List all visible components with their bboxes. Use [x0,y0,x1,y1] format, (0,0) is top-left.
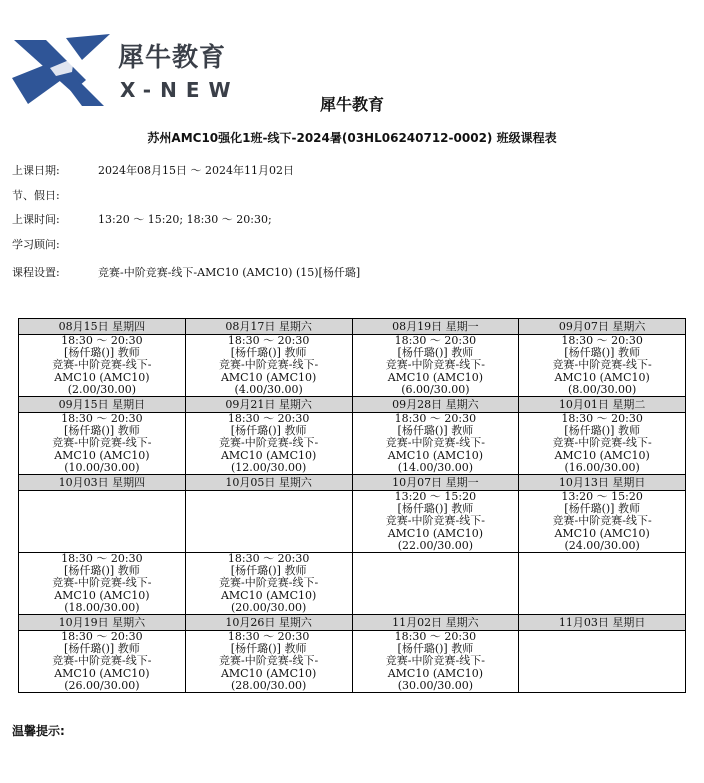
cell-time: 18:30 ～ 20:30 [227,334,310,347]
cell-teacher: [杨仟璐()] 教师 [230,564,307,578]
date-header: 08月19日 星期一 [352,319,519,335]
cell-time: 18:30 ～ 20:30 [61,412,143,426]
schedule-cell [519,491,686,553]
date-header: 10月19日 星期六 [19,615,186,631]
cell-course2: AMC10 (AMC10) [220,588,317,602]
cell-course1: 竞赛-中阶竞赛-线下- [552,358,652,372]
document-title: 苏州AMC10强化1班-线下-2024暑(03HL06240712-0002) 班级课程表 [147,131,557,145]
date-header: 10月01日 星期二 [519,397,686,413]
cell-teacher: [杨仟璐()] 教师 [64,424,140,438]
date-header: 10月13日 星期日 [519,475,686,491]
cell-teacher: [杨仟璐()] 教师 [397,502,474,516]
info-row-date [12,162,294,178]
info-label: 上课时间: [12,213,60,226]
cell-time: 18:30 ～ 20:30 [394,630,477,644]
info-row-time [12,211,272,227]
info-label: 学习顾问: [12,238,60,251]
date-header: 10月05日 星期六 [185,475,352,491]
schedule-cell [19,631,186,693]
cell-time: 18:30 ～ 20:30 [561,334,643,347]
cell-teacher: [杨仟璐()] 教师 [397,642,474,656]
cell-progress: (8.00/30.00) [567,382,637,396]
cell-progress: (16.00/30.00) [564,460,640,474]
cell-course1: 竞赛-中阶竞赛-线下- [52,436,152,450]
cell-course1: 竞赛-中阶竞赛-线下- [385,436,485,450]
cell-course2: AMC10 (AMC10) [54,448,150,462]
cell-teacher: [杨仟璐()] 教师 [564,502,640,516]
schedule-cell [519,631,686,693]
schedule-table [18,318,686,693]
cell-teacher: [杨仟璐()] 教师 [397,346,474,360]
cell-progress: (26.00/30.00) [64,678,140,692]
info-row-advisor [12,236,98,252]
cell-course1: 竞赛-中阶竞赛-线下- [219,576,319,590]
cell-teacher: [杨仟璐()] 教师 [230,642,307,656]
schedule-cell [352,631,519,693]
cell-teacher: [杨仟璐()] 教师 [64,564,140,578]
info-row-holidays [12,187,98,203]
schedule-cell [185,413,352,475]
info-row-course [12,264,360,280]
cell-course1: 竞赛-中阶竞赛-线下- [219,654,319,668]
cell-teacher: [杨仟璐()] 教师 [64,642,140,656]
cell-time: 13:20 ～ 15:20 [561,490,643,504]
date-header: 10月26日 星期六 [185,615,352,631]
cell-progress: (2.00/30.00) [67,382,137,396]
cell-course2: AMC10 (AMC10) [387,666,484,680]
date-header: 11月03日 星期日 [519,615,686,631]
cell-time: 18:30 ～ 20:30 [561,412,643,426]
cell-time: 18:30 ～ 20:30 [227,552,310,566]
date-header: 10月07日 星期一 [352,475,519,491]
info-value: 竞赛-中阶竞赛-线下-AMC10 (AMC10) (15)[杨仟璐] [98,266,361,279]
cell-course1: 竞赛-中阶竞赛-线下- [219,358,319,372]
cell-course2: AMC10 (AMC10) [554,370,650,384]
cell-course1: 竞赛-中阶竞赛-线下- [219,436,319,450]
schedule-cell [19,335,186,397]
date-header-row [19,397,686,413]
cell-course2: AMC10 (AMC10) [387,526,484,540]
date-header: 09月28日 星期六 [352,397,519,413]
cell-course1: 竞赛-中阶竞赛-线下- [552,514,652,528]
cell-time: 18:30 ～ 20:30 [61,334,143,347]
cell-course2: AMC10 (AMC10) [220,448,317,462]
cell-course1: 竞赛-中阶竞赛-线下- [52,576,152,590]
cell-course2: AMC10 (AMC10) [220,370,317,384]
schedule-cell [352,413,519,475]
date-header-row [19,615,686,631]
info-value: 2024年08月15日 ～ 2024年11月02日 [98,164,294,177]
cell-course1: 竞赛-中阶竞赛-线下- [52,358,152,372]
cell-course2: AMC10 (AMC10) [554,448,650,462]
cell-course1: 竞赛-中阶竞赛-线下- [552,436,652,450]
cell-time: 18:30 ～ 20:30 [61,552,143,566]
schedule-cell [19,553,186,615]
cell-course2: AMC10 (AMC10) [387,370,484,384]
schedule-cell [19,491,186,553]
cell-time: 13:20 ～ 15:20 [394,490,477,504]
schedule-cell [352,553,519,615]
organization-title: 犀牛教育 [319,95,384,114]
schedule-cell [519,335,686,397]
cell-progress: (28.00/30.00) [230,678,307,692]
schedule-cell [185,335,352,397]
cell-course1: 竞赛-中阶竞赛-线下- [52,654,152,668]
info-label: 上课日期: [12,164,60,177]
cell-progress: (30.00/30.00) [397,678,474,692]
schedule-cell [519,553,686,615]
cell-course2: AMC10 (AMC10) [387,448,484,462]
schedule-cell [185,631,352,693]
date-header: 09月15日 星期日 [19,397,186,413]
date-header: 08月15日 星期四 [19,319,186,335]
schedule-cell [185,491,352,553]
date-header: 11月02日 星期六 [352,615,519,631]
date-header: 08月17日 星期六 [185,319,352,335]
cell-teacher: [杨仟璐()] 教师 [397,424,474,438]
date-header-row [19,475,686,491]
cell-course2: AMC10 (AMC10) [220,666,317,680]
cell-progress: (20.00/30.00) [230,600,307,614]
cell-teacher: [杨仟璐()] 教师 [64,346,140,360]
cell-teacher: [杨仟璐()] 教师 [564,346,640,360]
cell-progress: (14.00/30.00) [397,460,474,474]
logo-chinese-name: 犀牛教育 [118,43,227,73]
cell-time: 18:30 ～ 20:30 [394,334,477,347]
session-row [19,413,686,475]
cell-progress: (4.00/30.00) [234,382,303,396]
session-row [19,335,686,397]
cell-teacher: [杨仟璐()] 教师 [564,424,640,438]
cell-time: 18:30 ～ 20:30 [394,412,477,426]
schedule-cell [352,335,519,397]
cell-course2: AMC10 (AMC10) [54,666,150,680]
cell-teacher: [杨仟璐()] 教师 [230,346,307,360]
cell-teacher: [杨仟璐()] 教师 [230,424,307,438]
cell-progress: (22.00/30.00) [397,538,474,552]
date-header: 09月21日 星期六 [185,397,352,413]
info-label: 节、假日: [12,189,60,202]
cell-progress: (10.00/30.00) [64,460,140,474]
cell-progress: (6.00/30.00) [401,382,470,396]
cell-course1: 竞赛-中阶竞赛-线下- [385,514,485,528]
cell-time: 18:30 ～ 20:30 [227,630,310,644]
session-row [19,491,686,553]
cell-course1: 竞赛-中阶竞赛-线下- [385,654,485,668]
info-value: 13:20 ～ 15:20; 18:30 ～ 20:30; [98,213,272,226]
schedule-cell [19,413,186,475]
cell-course2: AMC10 (AMC10) [54,370,150,384]
info-label: 课程设置: [12,266,60,279]
logo-english-name: X-NEW [120,78,240,102]
session-row [19,553,686,615]
cell-time: 18:30 ～ 20:30 [61,630,143,644]
cell-course2: AMC10 (AMC10) [54,588,150,602]
tips-label: 温馨提示: [12,724,65,738]
cell-time: 18:30 ～ 20:30 [227,412,310,426]
schedule-cell [185,553,352,615]
cell-progress: (18.00/30.00) [64,600,140,614]
date-header: 10月03日 星期四 [19,475,186,491]
cell-course1: 竞赛-中阶竞赛-线下- [385,358,485,372]
date-header: 09月07日 星期六 [519,319,686,335]
schedule-cell [352,491,519,553]
cell-progress: (12.00/30.00) [230,460,307,474]
session-row [19,631,686,693]
schedule-cell [519,413,686,475]
date-header-row [19,319,686,335]
cell-course2: AMC10 (AMC10) [554,526,650,540]
cell-progress: (24.00/30.00) [564,538,640,552]
